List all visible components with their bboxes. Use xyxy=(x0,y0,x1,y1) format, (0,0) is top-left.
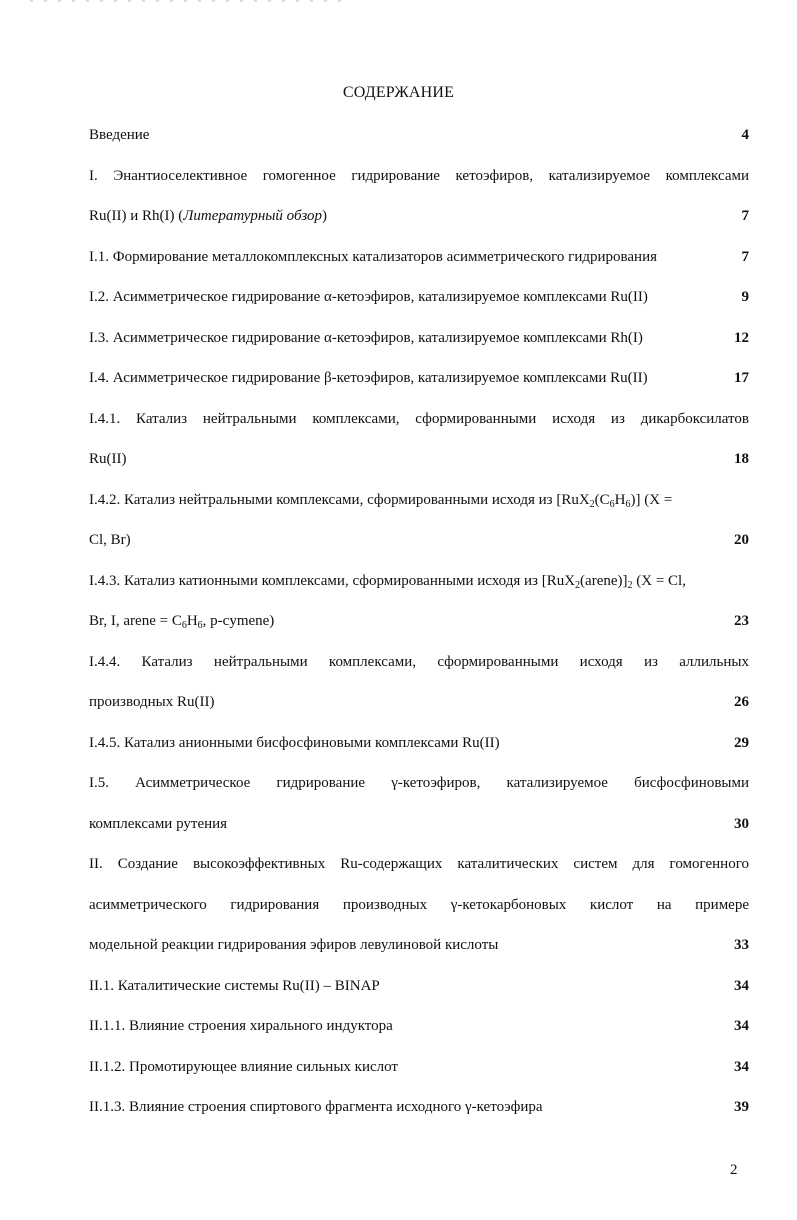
toc-entry[interactable] xyxy=(89,1096,749,1137)
toc-entry-text: I.4.3. Катализ катионными комплексами, сформированными исходя из $[RuX_2(arene)]_2$ (X = Cl, xyxy=(89,572,686,591)
table-of-contents xyxy=(89,124,749,1137)
toc-entry-page: 34 xyxy=(734,977,749,994)
toc-entry-text: I.4.5. Катализ анионными бисфосфиновыми комплексами Ru(II) xyxy=(89,734,500,751)
toc-entry-text: модельной реакции гидрирования эфиров левулиновой кислоты xyxy=(89,937,499,953)
toc-entry-text: I.4. Асимметрическое гидрирование β-кетоэфиров, катализируемое комплексами Ru(II) xyxy=(89,370,648,386)
toc-entry-text: комплексами рутения xyxy=(89,815,228,832)
toc-entry-page: 4 xyxy=(741,127,749,143)
toc-entry-text: I. Энантиоселективное гомогенное гидрирование кетоэфиров, катализируемое комплексами xyxy=(89,167,749,184)
toc-entry-page: 18 xyxy=(734,451,749,467)
toc-entry-text: I.3. Асимметрическое гидрирование α-кетоэфиров, катализируемое комплексами Rh(I) xyxy=(89,329,643,346)
toc-entry-text: I.4.1. Катализ нейтральными комплексами, сформированными исходя из дикарбоксилатов xyxy=(89,410,749,427)
toc-entry[interactable] xyxy=(89,165,749,246)
toc-entry-text: II.1. Каталитические системы Ru(II) – BINAP xyxy=(89,977,380,994)
toc-entry-page: 33 xyxy=(734,937,749,953)
toc-entry[interactable] xyxy=(89,1056,749,1097)
toc-entry[interactable] xyxy=(89,772,749,853)
toc-entry-page: 9 xyxy=(741,289,749,305)
toc-entry-text: I.2. Асимметрическое гидрирование α-кетоэфиров, катализируемое комплексами Ru(II) xyxy=(89,289,648,305)
toc-entry-text: I.4.2. Катализ нейтральными комплексами, сформированными исходя из $[RuX_2(C_6H_6)] (X$ = xyxy=(89,491,673,510)
toc-entry-text: Ru(II) и Rh(I) (Литературный обзор) xyxy=(89,208,327,224)
toc-entry-page: 20 xyxy=(734,532,749,548)
scan-artifact xyxy=(30,0,350,2)
toc-entry-page: 7 xyxy=(741,248,749,265)
toc-entry[interactable] xyxy=(89,327,749,368)
toc-entry-text: Введение xyxy=(89,127,150,143)
toc-entry-text: Br, I, arene = $C_6H_6$, p-cymene) xyxy=(89,613,275,631)
page-title: СОДЕРЖАНИЕ xyxy=(342,84,455,101)
toc-entry[interactable] xyxy=(89,367,749,408)
toc-entry[interactable] xyxy=(89,286,749,327)
toc-entry-text: I.4.4. Катализ нейтральными комплексами, сформированными исходя из аллильных xyxy=(89,653,749,670)
toc-entry[interactable] xyxy=(89,124,749,165)
toc-entry-page: 23 xyxy=(734,613,749,629)
toc-entry[interactable] xyxy=(89,246,749,287)
toc-entry-text: II.1.3. Влияние строения спиртового фрагмента исходного γ-кетоэфира xyxy=(89,1099,543,1115)
toc-entry-text: I.1. Формирование металлокомплексных катализаторов асимметрического гидрирования xyxy=(89,248,658,265)
toc-entry[interactable] xyxy=(89,570,749,651)
toc-entry[interactable] xyxy=(89,1015,749,1056)
toc-entry-page: 17 xyxy=(734,370,749,386)
toc-entry-text: асимметрического гидрирования производных γ-кетокарбоновых кислот на примере xyxy=(89,896,749,913)
page-number: 2 xyxy=(730,1162,738,1178)
toc-entry[interactable] xyxy=(89,408,749,489)
toc-entry-text: II. Создание высокоэффективных Ru-содержащих каталитических систем для гомогенного xyxy=(89,856,749,872)
toc-entry-text: II.1.2. Промотирующее влияние сильных кислот xyxy=(89,1058,398,1075)
toc-entry[interactable] xyxy=(89,732,749,773)
toc-entry-page: 29 xyxy=(734,734,749,751)
toc-entry-page: 26 xyxy=(734,694,749,710)
toc-entry-page: 39 xyxy=(734,1099,749,1115)
toc-entry-page: 7 xyxy=(741,208,749,224)
toc-entry[interactable] xyxy=(89,489,749,570)
toc-entry-text: I.5. Асимметрическое гидрирование γ-кетоэфиров, катализируемое бисфосфиновыми xyxy=(89,775,749,791)
toc-entry[interactable] xyxy=(89,853,749,975)
toc-entry-page: 30 xyxy=(734,815,749,832)
toc-entry[interactable] xyxy=(89,975,749,1016)
toc-entry-page: 12 xyxy=(734,329,749,346)
toc-entry-text: Ru(II) xyxy=(89,451,127,467)
toc-entry[interactable] xyxy=(89,651,749,732)
toc-entry-page: 34 xyxy=(734,1018,749,1034)
toc-entry-text: Cl, Br) xyxy=(89,532,131,548)
toc-entry-text: производных Ru(II) xyxy=(89,694,215,710)
toc-entry-text: II.1.1. Влияние строения хирального индуктора xyxy=(89,1018,393,1034)
toc-entry-page: 34 xyxy=(734,1058,749,1075)
